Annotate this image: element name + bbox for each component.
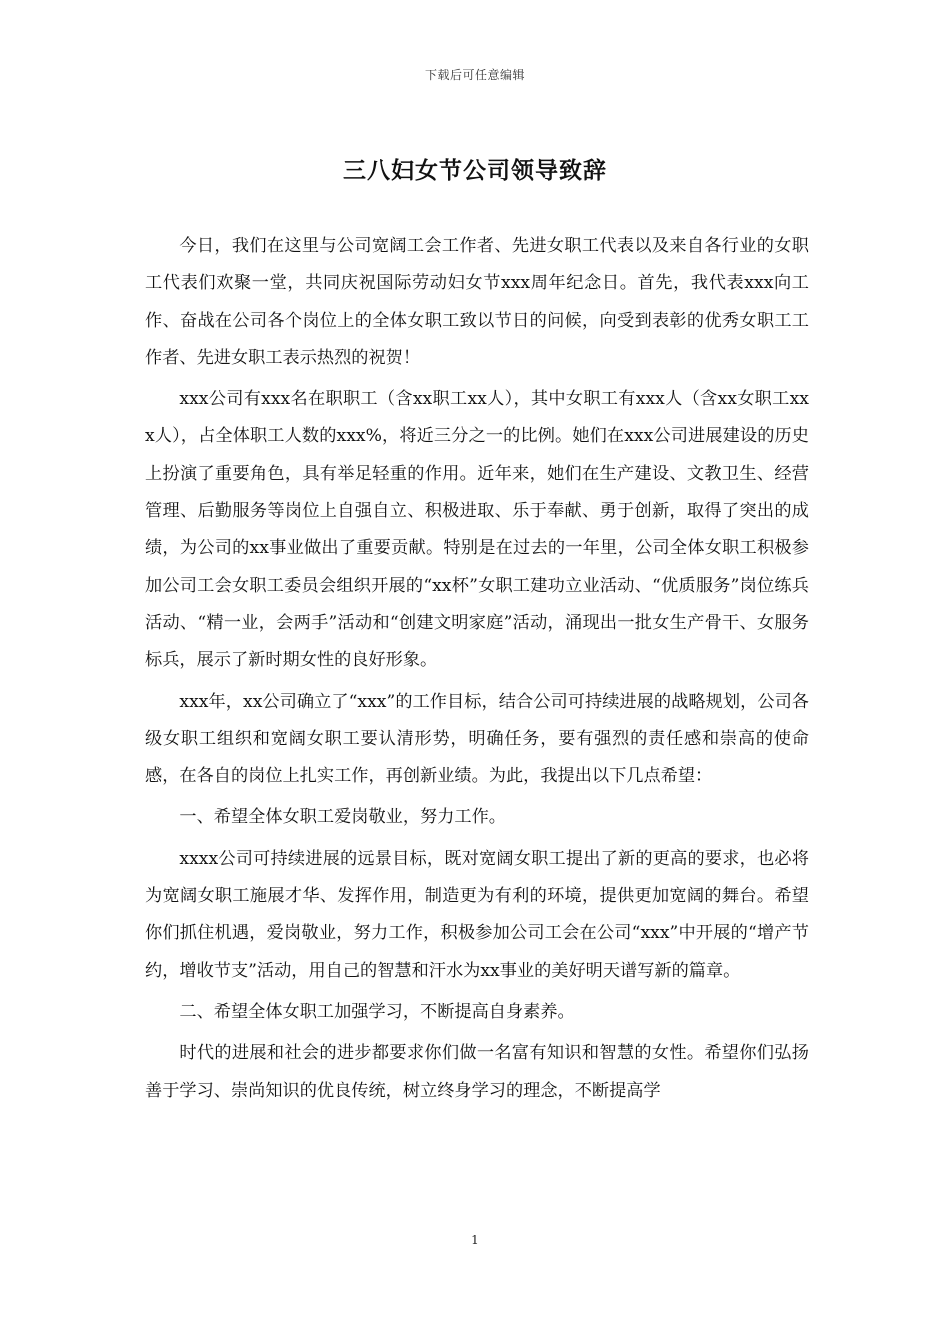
page-title: 三八妇女节公司领导致辞: [343, 157, 607, 184]
header-note: 下载后可任意编辑: [424, 68, 525, 82]
paragraph-4: xxxx公司可持续进展的远景目标，既对宽阔女职工提出了新的更高的要求，也必将为宽阔女职工施展才华、发挥作用，制造更为有利的环境，提供更加宽阔的舞台。希望你们抓住机遇，爱岗敬业，努力工作，积极参加公司工会在公司“xxx”中开展的“增产节约，增收节支”活动，用自己的智慧和汗水为xx事业的美好明天谱写新的篇章。: [145, 848, 809, 981]
section-heading-2: 二、希望全体女职工加强学习，不断提高自身素养。: [179, 1001, 575, 1022]
paragraph-1: 今日，我们在这里与公司宽阔工会工作者、先进女职工代表以及来自各行业的女职工代表们欢聚一堂，共同庆祝国际劳动妇女节xxx周年纪念日。首先，我代表xxx向工作、奋战在公司各个岗位上的全体女职工致以节日的问候，向受到表彰的优秀女职工工作者、先进女职工表示热烈的祝贺！: [145, 236, 809, 368]
section-heading-1: 一、希望全体女职工爱岗敬业，努力工作。: [179, 807, 506, 828]
document-body: [145, 228, 809, 1114]
paragraph-2: xxx公司有xxx名在职职工（含xx职工xx人），其中女职工有xxx人（含xx女职工xxx人），占全体职工人数的xxx%，将近三分之一的比例。她们在xxx公司进展建设的历史上扮演了重要角色，具有举足轻重的作用。近年来，她们在生产建设、文教卫生、经营管理、后勤服务等岗位上自强自立、积极进取、乐于奉献、勇于创新，取得了突出的成绩，为公司的xx事业做出了重要贡献。特别是在过去的一年里，公司全体女职工积极参加公司工会女职工委员会组织开展的“xx杯”女职工建功立业活动、“优质服务”岗位练兵活动、“精一业，会两手”活动和“创建文明家庭”活动，涌现出一批女生产骨干、女服务标兵，展示了新时期女性的良好形象。: [145, 389, 809, 671]
paragraph-5: 时代的进展和社会的进步都要求你们做一名富有知识和智慧的女性。希望你们弘扬善于学习、崇尚知识的优良传统，树立终身学习的理念，不断提高学: [145, 1043, 809, 1101]
page-number: 1: [471, 1233, 479, 1247]
paragraph-3: xxx年，xx公司确立了“xxx”的工作目标，结合公司可持续进展的战略规划，公司各级女职工组织和宽阔女职工要认清形势，明确任务，要有强烈的责任感和崇高的使命感，在各自的岗位上扎实工作，再创新业绩。为此，我提出以下几点希望：: [145, 691, 809, 787]
